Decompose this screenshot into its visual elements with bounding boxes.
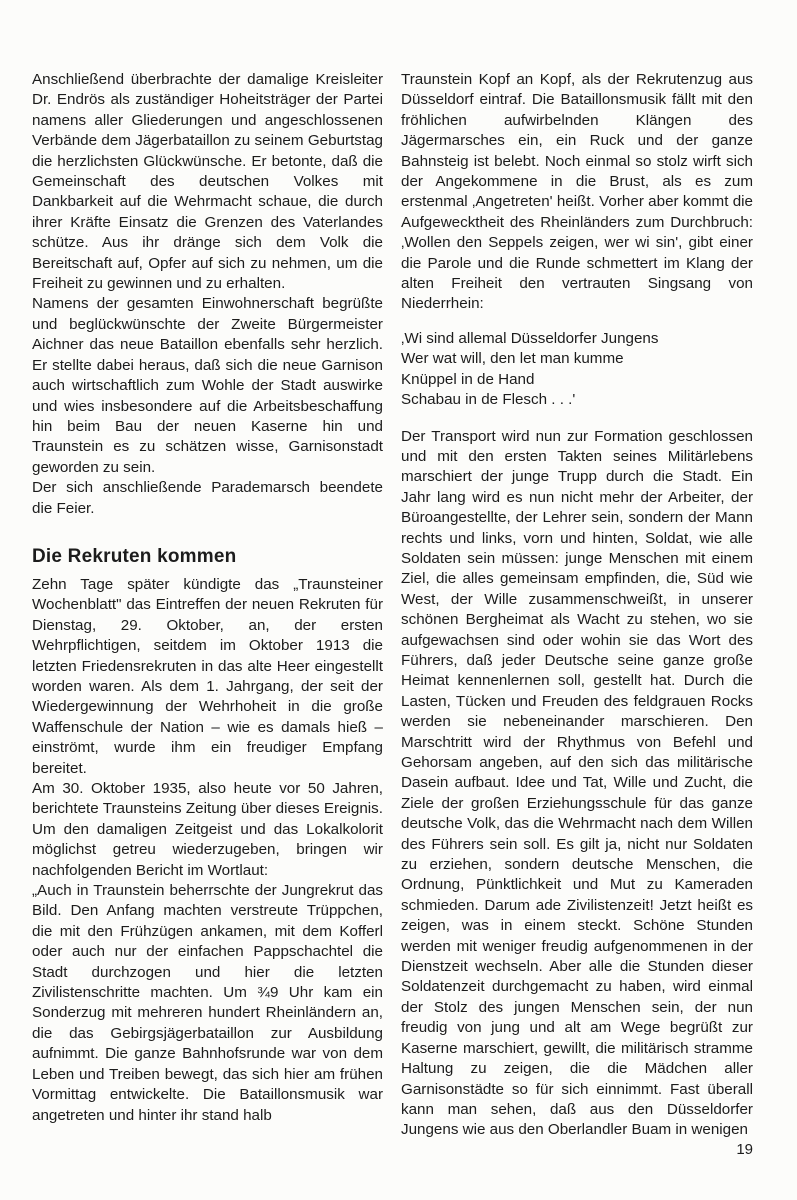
right-column — [401, 70, 753, 1141]
paragraph-buergermeister: Namens der gesamten Einwohnerschaft begrüßte und beglückwünschte der Zweite Bürgermeister Aichner das neue Bataillon ebenfalls sehr herzlich. Er stellte dabei heraus, daß sich die neue Garnison auch wirtschaftlich zum Wohle der Stadt auswirke und wies insbesondere auf die Arbeitsbeschaffung hin beim Bau der neuen Kaserne hin und Traunstein es zu schätzen wisse, Garnisonstadt geworden zu sein. — [32, 295, 383, 476]
paragraph-zeitung: Am 30. Oktober 1935, also heute vor 50 Jahren, berichtete Traunsteins Zeitung über dieses Ereignis. Um den damaligen Zeitgeist und das Lokalkolorit möglichst getreu wiederzugeben, bringen wir nachfolgenden Bericht im Wortlaut: — [32, 780, 383, 879]
paragraph-bericht-start: „Auch in Traunstein beherrschte der Jungrekrut das Bild. Den Anfang machten verstreute Trüppchen, die mit den Frühzügen ankamen, mit dem Kofferl oder auch nur der einfachen Pappschachtel die Stadt durchzogen und hier die letzten Zivilistenschritte machten. Um ¾9 Uhr kam ein Sonderzug mit mehreren hundert Rheinländern an, die das Gebirgsjägerbataillon zur Ausbildung aufnimmt. Die ganze Bahnhofsrunde war von dem Leben und Treiben bewegt, das sich hier am frühen Vormittag entwickelte. Die Bataillonsmusik war angetreten und hinter ihr stand halb — [32, 882, 383, 1124]
paragraph-parademarsch: Der sich anschließende Parademarsch beendete die Feier. — [32, 479, 383, 517]
song-verse — [401, 329, 753, 411]
paragraph-kreisleiter: Anschließend überbrachte der damalige Kreisleiter Dr. Endrös als zuständiger Hoheitsträger der Partei namens aller Gliederungen und angeschlossenen Verbände dem Jägerbataillon zu seinem Geburtstag die herzlichsten Glückwünsche. Er betonte, daß die Gemeinschaft des deutschen Volkes mit Dankbarkeit auf die Wehrmacht schaue, die durch ihrer Kräfte Einsatz die Grenzen des Vaterlandes schütze. Aus ihr dränge sich dem Volk die Bereitschaft auf, Opfer auf sich zu nehmen, um die Freiheit zu gewinnen und zu erhalten. — [32, 71, 383, 293]
verse-line: Wer wat will, den let man kumme — [401, 350, 624, 368]
page-number: 19 — [736, 1141, 753, 1158]
section-heading: Die Rekruten kommen — [32, 545, 237, 567]
paragraph-wochenblatt: Zehn Tage später kündigte das „Traunsteiner Wochenblatt" das Eintreffen der neuen Rekruten für Dienstag, 29. Oktober, an, der ersten Wehrpflichtigen, seitdem im Oktober 1913 die letzten Friedensrekruten in das alte Heer eingestellt worden waren. Als dem 1. Jahrgang, der seit der Wiedergewinnung der Wehrhoheit in die große Waffenschule der Nation – wie es damals hieß – einströmt, wurde ihm ein freudiger Empfang bereitet. — [32, 575, 383, 777]
left-column — [32, 70, 383, 1126]
paragraph-transport: Der Transport wird nun zur Formation geschlossen und mit den ersten Takten seines Militärlebens marschiert der junge Trupp durch die Stadt. Ein Jahr lang wird es nun nicht mehr der Arbeiter, der Büroangestellte, der Lehrer sein, sondern der Mann rechts und links, vorn und hinten, Soldat, wie alle Soldaten sein müssen: junge Menschen mit einem Ziel, die alles gemeinsam empfinden, die, Süd wie West, der Wille zusammenschweißt, in unserer schönen Bergheimat als Wacht zu stehen, wo sie aufgewachsen sind oder wohin sie das Wort des Führers, daß jeder Deutsche seine ganze große Heimat kennenlernen soll, gestellt hat. Durch die Lasten, Tücken und Freuden des feldgrauen Rocks werden sie nebeneinander marschieren. Den Marschtritt wird der Rhythmus von Befehl und Gehorsam angeben, auf den sich das militärische Dasein aufbaut. Idee und Tat, Wille und Zucht, die Ziele der großen Erziehungsschule für das ganze deutsche Volk, das die Wehrmacht nach dem Willen des Führers sein soll. Es gilt ja, nicht nur Soldaten zu erziehen, sondern deutsche Menschen, die Ordnung, Pünktlichkeit und Mut zu Kameraden schmieden. Darum ade Zivilistenzeit! Jetzt heißt es zeigen, was in einem steckt. Schöne Stunden werden mit weniger freudig aufgenommenen in der Dienstzeit wechseln. Aber alle die Stunden dieser Soldatenzeit durchgemacht zu haben, wird einmal der Stolz des jungen Menschen sein, der nun freudig von jung und alt am Wege begrüßt zur Kaserne marschiert, gewillt, die militärisch stramme Haltung zu zeigen, die die Mädchen aller Garnisonstädte so für sich einnimmt. Fast überall kann man sehen, daß aus den Düsseldorfer Jungens wie aus den Oberlandler Buam in wenigen — [401, 427, 753, 1139]
paragraph-bericht-continued: Traunstein Kopf an Kopf, als der Rekrutenzug aus Düsseldorf eintraf. Die Bataillonsmusik fällt mit den fröhlichen aufwirbelnden Klängen des Jägermarsches ein, ein Ruck und der ganze Bahnsteig ist belebt. Noch einmal so stolz wirft sich der Angekommene in die Brust, als es zum erstenmal ‚Angetreten' heißt. Vorher aber kommt die Aufgewecktheit des Rheinländers zum Durchbruch: ‚Wollen den Seppels zeigen, wer wi sin', gibt einer die Parole und die Runde schmettert im Klang der alten Freiheit den vertrauten Singsang von Niederrhein: — [401, 71, 753, 313]
verse-line: ‚Wi sind allemal Düsseldorfer Jungens — [401, 329, 659, 347]
verse-line: Knüppel in de Hand — [401, 370, 535, 388]
verse-line: Schabau in de Flesch . . .' — [401, 391, 576, 409]
